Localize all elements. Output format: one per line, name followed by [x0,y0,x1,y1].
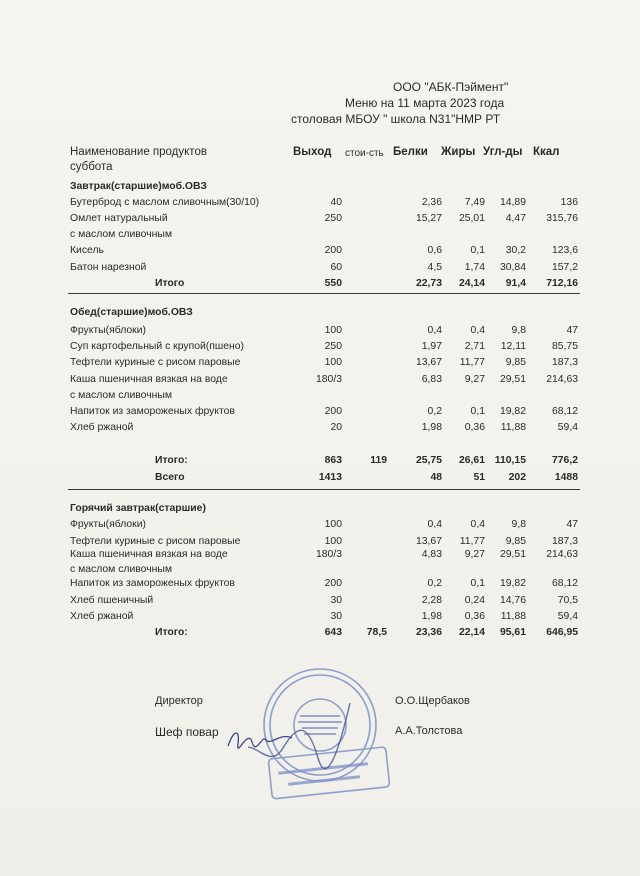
grand-total-kcal: 1488 [554,472,578,483]
item-name: Тефтели куриные с рисом паровые [70,357,241,368]
director-name: О.О.Щербаков [395,695,470,707]
item-proteins: 6,83 [421,374,442,385]
item-fats: 0,36 [464,422,485,433]
item-carbs: 9,8 [511,519,526,530]
col-cost-heading: стои-сть [345,148,384,159]
item-kcal: 47 [566,519,578,530]
total-fats: 26,61 [458,455,485,466]
total-kcal: 776,2 [551,455,578,466]
col-kcal-heading: Ккал [533,146,560,158]
item-carbs: 14,76 [499,595,526,606]
item-carbs: 9,85 [505,357,526,368]
table-row [0,374,640,389]
item-carbs: 12,11 [500,341,526,352]
item-kcal: 85,75 [551,341,578,352]
table-row [0,564,640,579]
item-fats: 7,49 [464,197,485,208]
table-row [0,611,640,626]
item-proteins: 2,28 [421,595,442,606]
item-fats: 2,71 [464,341,485,352]
company-name: ООО "АБК-Пэймент" [393,80,509,94]
canteen-name: столовая МБОУ " школа N31"НМР РТ [291,112,501,126]
total-kcal: 712,16 [546,278,578,289]
table-row [0,262,640,277]
item-proteins: 15,27 [415,213,442,224]
item-proteins: 4,5 [427,262,442,273]
item-fats: 9,27 [464,374,485,385]
table-row [0,595,640,610]
item-name: Напиток из замороженых фруктов [70,578,235,589]
item-kcal: 214,63 [546,374,578,385]
item-name: с маслом сливочным [70,564,172,575]
table-row [0,519,640,534]
grand-total-carbs: 202 [508,472,526,483]
table-row [0,341,640,356]
total-fats: 22,14 [458,627,485,638]
item-proteins: 13,67 [415,536,442,547]
item-name: Тефтели куриные с рисом паровые [70,536,241,547]
item-proteins: 0,2 [427,406,442,417]
table-row [0,406,640,421]
total-proteins: 22,73 [415,278,442,289]
item-name: Суп картофельный с крупой(пшено) [70,341,244,352]
item-fats: 0,4 [470,519,485,530]
total-carbs: 95,61 [499,627,526,638]
item-name: Хлеб пшеничный [70,595,154,606]
item-yield: 180/3 [315,374,342,385]
total-row [0,455,640,470]
chef-title: Шеф повар [155,725,219,739]
item-proteins: 13,67 [415,357,442,368]
item-yield: 100 [324,519,342,530]
item-proteins: 0,6 [427,245,442,256]
item-fats: 11,77 [459,536,485,547]
item-carbs: 19,82 [499,578,526,589]
total-label: Итого: [155,627,188,638]
item-fats: 11,77 [459,357,485,368]
item-yield: 20 [330,422,342,433]
item-name: Хлеб ржаной [70,422,134,433]
item-carbs: 4,47 [505,213,526,224]
item-yield: 30 [330,611,342,622]
item-yield: 100 [324,357,342,368]
item-carbs: 19,82 [499,406,526,417]
item-yield: 180/3 [315,549,342,560]
total-fats: 24,14 [458,278,485,289]
item-name: Каша пшеничная вязкая на воде [70,374,228,385]
item-name: Фрукты(яблоки) [70,519,146,530]
item-kcal: 59,4 [557,422,578,433]
item-name: Кисель [70,245,104,256]
table-row [0,578,640,593]
item-yield: 200 [324,245,342,256]
item-name: Батон нарезной [70,262,147,273]
total-carbs: 110,15 [494,455,526,466]
item-proteins: 4,83 [421,549,442,560]
item-fats: 0,24 [464,595,485,606]
item-fats: 0,1 [470,245,485,256]
item-kcal: 136 [560,197,578,208]
table-row [0,549,640,564]
item-fats: 0,4 [470,325,485,336]
item-yield: 200 [324,578,342,589]
grand-total-fats: 51 [473,472,485,483]
item-proteins: 0,4 [427,519,442,530]
table-row [0,229,640,244]
item-yield: 100 [324,325,342,336]
table-row [0,197,640,212]
item-carbs: 9,85 [505,536,526,547]
section-title: Завтрак(старшие)моб.ОВЗ [70,181,207,192]
table-row [0,390,640,405]
item-proteins: 1,98 [421,422,442,433]
item-yield: 60 [330,262,342,273]
director-title: Директор [155,695,203,707]
total-proteins: 25,75 [415,455,442,466]
item-fats: 0,1 [470,406,485,417]
total-cost: 119 [370,455,387,466]
item-name: Хлеб ржаной [70,611,134,622]
item-yield: 40 [330,197,342,208]
item-kcal: 68,12 [551,406,578,417]
item-proteins: 1,98 [421,611,442,622]
item-carbs: 14,89 [499,197,526,208]
total-row [0,627,640,642]
col-fats-heading: Жиры [441,146,476,158]
total-label: Итого: [155,455,188,466]
table-row [0,213,640,228]
item-carbs: 11,88 [500,611,526,622]
divider [68,293,580,294]
item-kcal: 157,2 [551,262,578,273]
col-day-heading: суббота [70,161,113,173]
total-cost: 78,5 [366,627,387,638]
item-name: Каша пшеничная вязкая на воде [70,549,228,560]
item-carbs: 29,51 [499,374,526,385]
item-fats: 1,74 [464,262,485,273]
item-carbs: 30,2 [505,245,526,256]
col-name-heading: Наименование продуктов [70,146,207,158]
total-yield: 863 [324,455,342,466]
total-yield: 643 [324,627,342,638]
table-row [0,422,640,437]
item-kcal: 70,5 [557,595,578,606]
item-kcal: 187,3 [551,357,578,368]
item-name: с маслом сливочным [70,390,172,401]
section-title: Горячий завтрак(старшие) [70,503,206,514]
item-name: Напиток из замороженых фруктов [70,406,235,417]
table-row [0,325,640,340]
item-yield: 200 [324,406,342,417]
table-row [0,245,640,260]
item-kcal: 68,12 [551,578,578,589]
item-fats: 25,01 [458,213,485,224]
item-fats: 0,36 [464,611,485,622]
item-name: Омлет натуральный [70,213,168,224]
item-name: Фрукты(яблоки) [70,325,146,336]
menu-date: Меню на 11 марта 2023 года [345,96,505,110]
item-carbs: 11,88 [500,422,526,433]
section-title: Обед(старшие)моб.ОВЗ [70,307,193,318]
item-kcal: 123,6 [551,245,578,256]
item-fats: 9,27 [464,549,485,560]
total-proteins: 23,36 [415,627,442,638]
item-name: Бутерброд с маслом сливочным(30/10) [70,197,260,208]
grand-total-proteins: 48 [430,472,442,483]
item-name: с маслом сливочным [70,229,172,240]
item-kcal: 47 [566,325,578,336]
item-proteins: 0,2 [427,578,442,589]
item-kcal: 315,76 [546,213,578,224]
total-yield: 550 [324,278,342,289]
total-kcal: 646,95 [546,627,578,638]
item-kcal: 59,4 [557,611,578,622]
item-proteins: 1,97 [421,341,442,352]
chef-signature [226,724,296,754]
item-yield: 250 [324,341,342,352]
item-kcal: 187,3 [551,536,578,547]
divider [68,489,580,490]
grand-total-yield: 1413 [318,472,342,483]
item-proteins: 2,36 [421,197,442,208]
grand-total-label: Всего [155,472,185,483]
item-kcal: 214,63 [546,549,578,560]
col-proteins-heading: Белки [393,146,428,158]
table-row [0,357,640,372]
chef-name: А.А.Толстова [395,725,463,737]
item-fats: 0,1 [470,578,485,589]
grand-total-row [0,472,640,487]
col-carbs-heading: Угл-ды [483,146,523,158]
item-proteins: 0,4 [427,325,442,336]
col-yield-heading: Выход [293,146,332,158]
item-yield: 100 [324,536,342,547]
item-carbs: 29,51 [499,549,526,560]
total-label: Итого [155,278,185,289]
item-carbs: 30,84 [499,262,526,273]
item-yield: 30 [330,595,342,606]
total-carbs: 91,4 [505,278,526,289]
item-carbs: 9,8 [511,325,526,336]
item-yield: 250 [324,213,342,224]
total-row [0,278,640,293]
